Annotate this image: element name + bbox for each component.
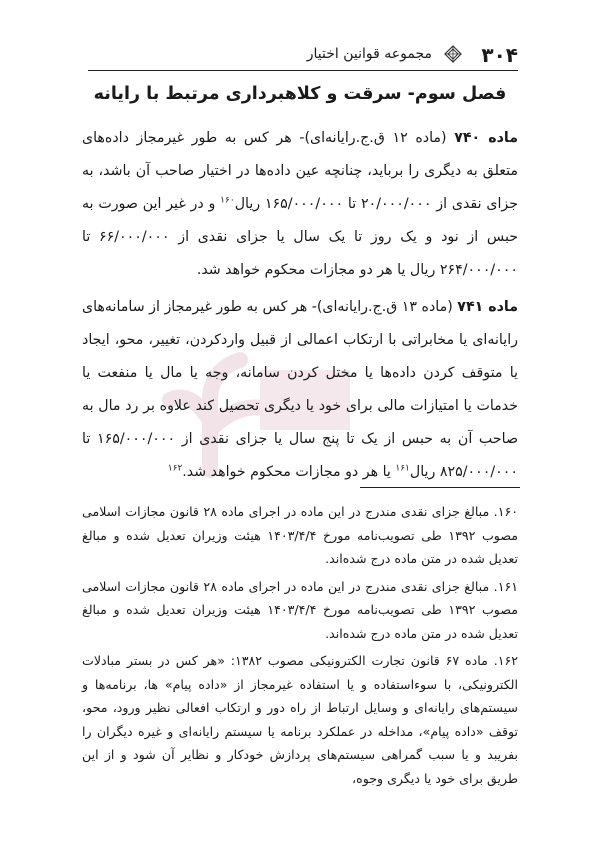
footnote-161: [82, 575, 518, 646]
article-text: (ماده ۱۲ ق.ج.رایانه‌ای)- هر کس به طور غیرمجاز داده‌های متعلق به دیگری را برباید، چنانچه عین داده‌ها در اختیار صاحب آن باشد، به جزای نقدی از ۲۰/۰۰۰/۰۰۰ تا ۱۶۵/۰۰۰/۰۰۰ ریال: [82, 130, 518, 212]
footnote-ref[interactable]: ۱۶۱: [395, 463, 410, 474]
article-text-continued: و در غیر این صورت به حبس از نود و یک روز تا یک سال یا جزای نقدی از ۶۶/۰۰۰/۰۰۰ تا ۲۶۴/۰۰۰/۰۰۰ ریال یا هر دو مجازات محکوم خواهد شد.: [82, 196, 519, 278]
article-text: (ماده ۱۳ ق.ج.رایانه‌ای)- هر کس به طور غیرمجاز از سامانه‌های رایانه‌ای یا مخابراتی با ارتکاب اعمالی از قبیل واردکردن، تغییر، محو، ایجاد یا متوقف کردن داده‌ها یا مختل کردن سامانه، وجه یا مال یا منفعت یا خدمات یا امتیازات مالی برای خود یا دیگری تحصیل کند علاوه بر رد مال به صاحب آن به حبس از یک تا پنج سال یا جزای نقدی از ۱۶۵/۰۰۰/۰۰۰ تا ۸۲۵/۰۰۰/۰۰۰ ریال: [82, 299, 518, 480]
running-title: مجموعه قوانین اختیار: [306, 46, 432, 62]
article-741: [82, 291, 518, 489]
diamond-ornament-icon: [444, 45, 462, 63]
footnote-ref[interactable]: ۱۶۲: [167, 463, 183, 474]
article-body: [82, 122, 518, 493]
footnote-ref[interactable]: ۱۶۰: [220, 195, 235, 206]
footnote-number: ۱۶۱.: [493, 578, 518, 594]
footnote-162: [82, 649, 518, 790]
chapter-title: فصل سوم- سرقت و کلاهبرداری مرتبط با رایانه: [93, 84, 507, 104]
running-header: [88, 40, 518, 71]
footnotes: [82, 500, 518, 794]
footnote-text: ماده ۶۷ قانون تجارت الکترونیکی مصوب ۱۳۸۲: «هر کس در بستر مبادلات الکترونیکی، با سوءاستفاده و یا استفاده غیرمجاز از «داده پیام» ها، برنامه‌ها و سیستم‌های رایانه‌ای و وسایل ارتباط از راه دور و ارتکاب افعالی نظیر ورود، محو، توقف «داده پیام»، مداخله در عملکرد برنامه یا سیستم رایانه‌ای و غیره دیگران را بفریبد و یا سبب گمراهی سیستم‌های پردازش خودکار و نظایر آن شود و از این طریق برای خود یا دیگری وجوه،: [82, 653, 518, 786]
article-740: [82, 122, 518, 287]
article-number: ماده ۷۴۱: [457, 299, 518, 315]
footnote-number: ۱۶۲.: [493, 653, 518, 668]
footnote-160: [82, 500, 518, 571]
footnote-text: مبالغ جزای نقدی مندرج در این ماده در اجرای ماده ۲۸ قانون مجازات اسلامی مصوب ۱۳۹۲ طی تصویب‌نامه مورخ ۱۴۰۳/۴/۴ هیئت وزیران تعدیل شده و مبالغ تعدیل شده در متن ماده درج شده‌اند.: [82, 504, 518, 566]
article-text-continued: یا هر دو مجازات محکوم خواهد شد.: [182, 464, 396, 480]
footnote-text: مبالغ جزای نقدی مندرج در این ماده در اجرای ماده ۲۸ قانون مجازات اسلامی مصوب ۱۳۹۲ طی تصویب‌نامه مورخ ۱۴۰۳/۴/۴ هیئت وزیران تعدیل شده و مبالغ تعدیل شده در متن ماده درج شده‌اند.: [82, 578, 518, 641]
article-number: ماده ۷۴۰: [454, 130, 519, 146]
footnote-number: ۱۶۰.: [493, 504, 518, 519]
footnote-separator: [360, 487, 520, 488]
page-number: ۳۰۴: [481, 43, 518, 67]
